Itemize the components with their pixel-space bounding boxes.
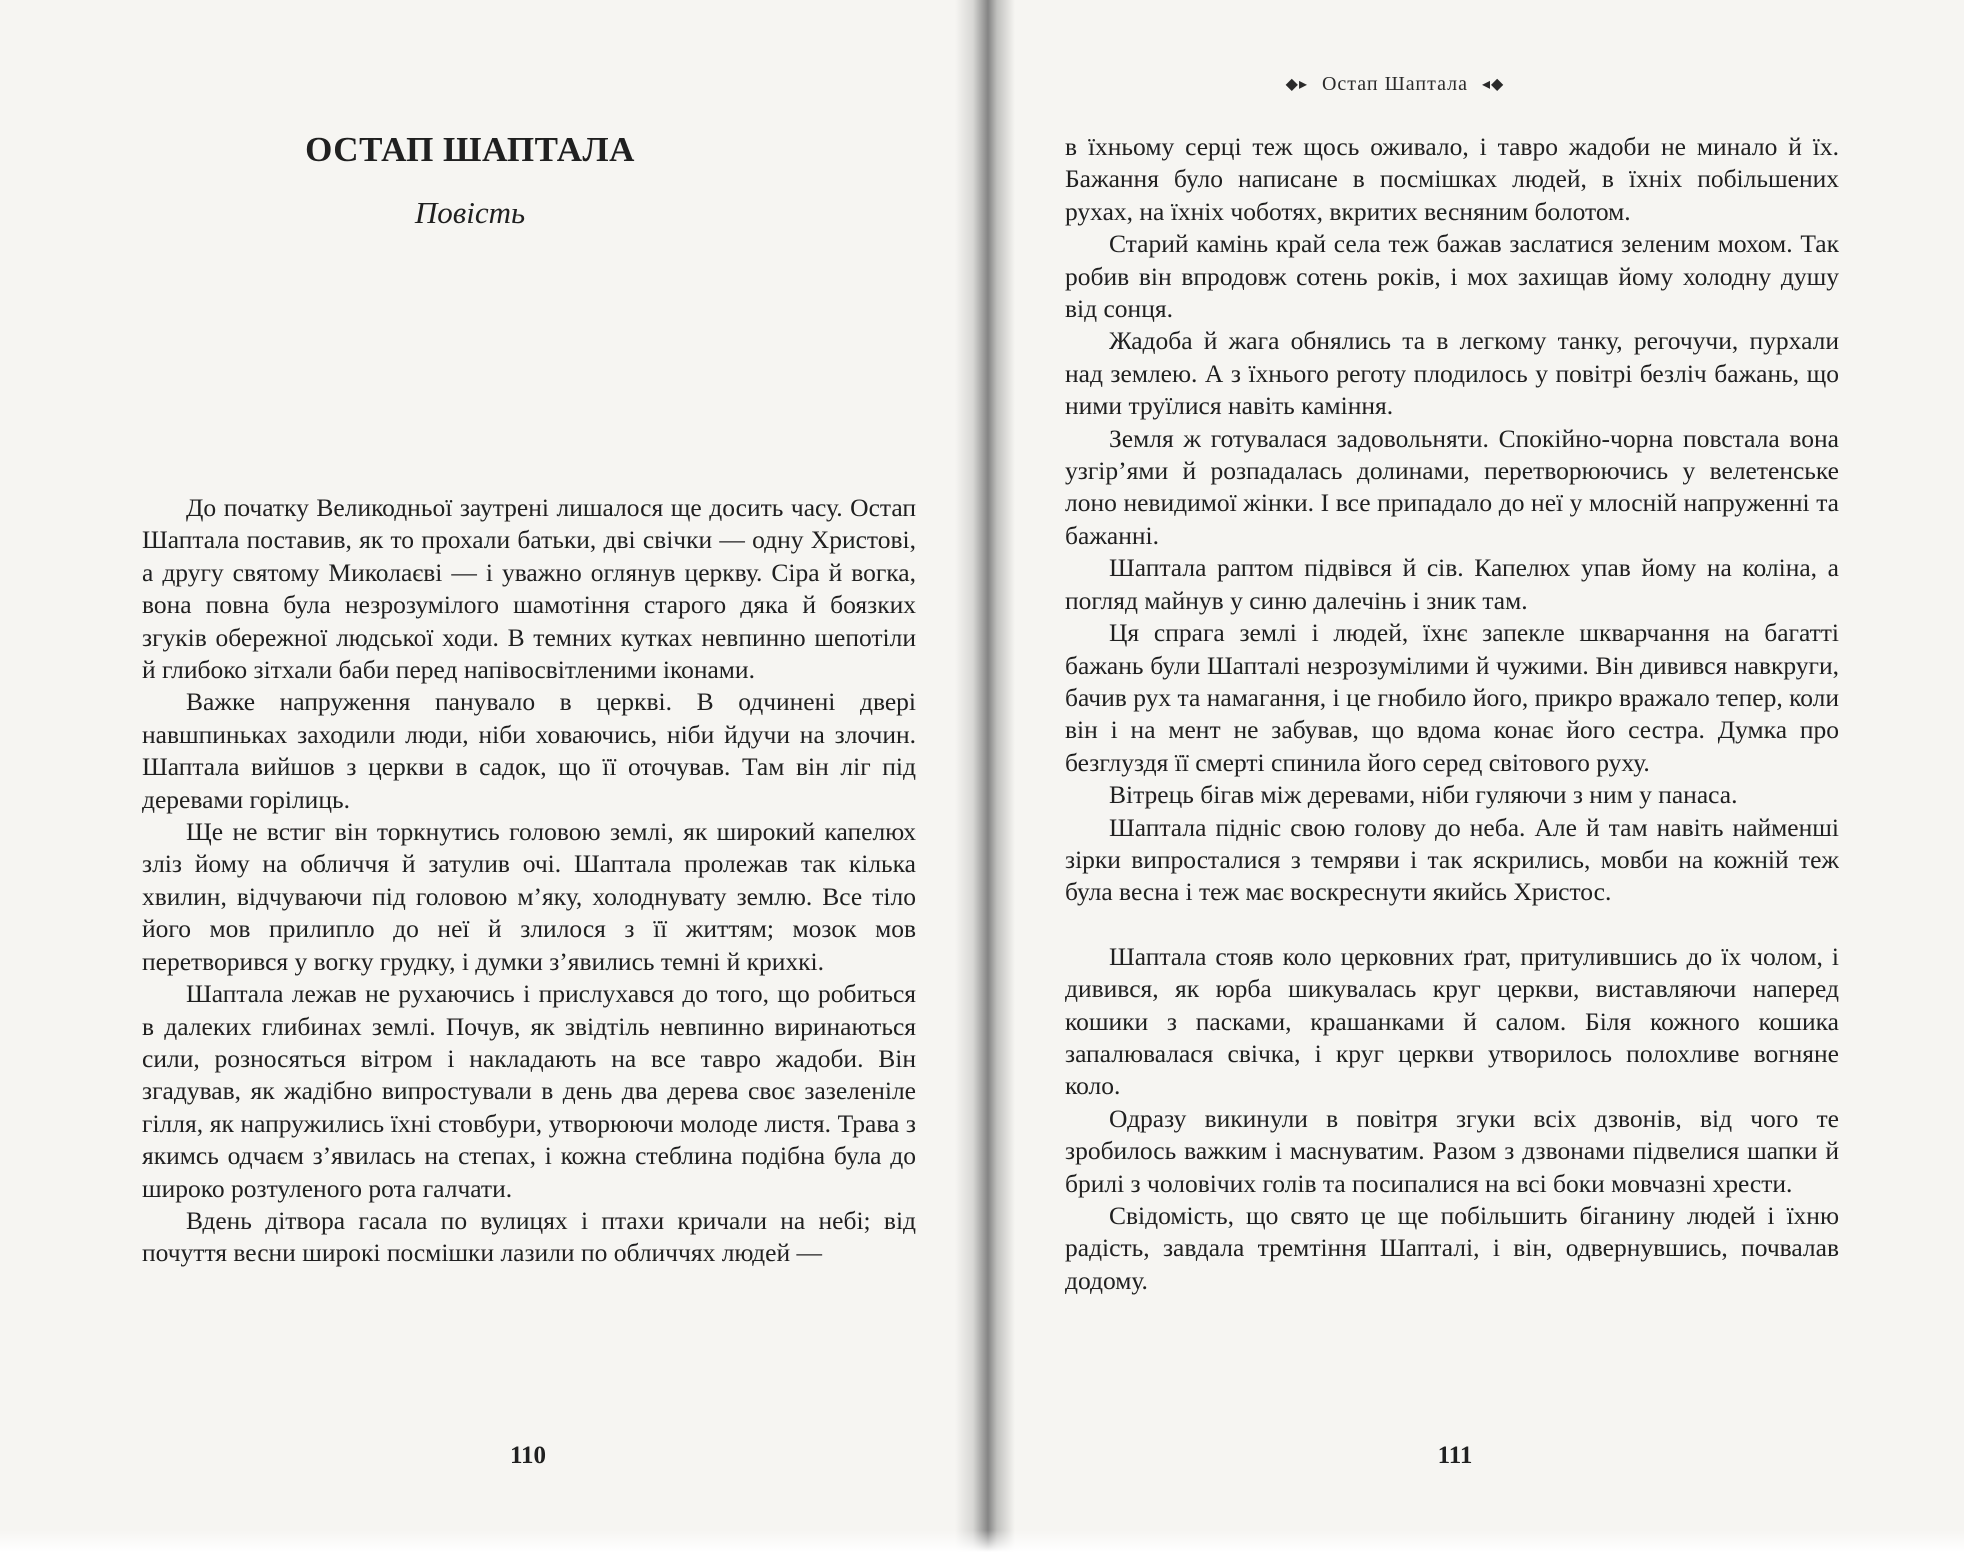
paragraph: Одразу викинули в повітря згуки всіх дзвонів, від чого те зробилось важким і маснуватим. Разом з дзвонами підвелися шапки й брилі з чоловічих голів та посипалися на всі боки мовчазні хрести.: [1065, 1103, 1839, 1198]
ornament-icon: ◆▸: [1285, 76, 1308, 93]
page-bottom-edge: [0, 1530, 1964, 1552]
paragraph: Шаптала стояв коло церковних ґрат, притулившись до їх чолом, і дивився, як юрба шикувалась круг церкви, виставляючи наперед кошики з пасками, крашанками й салом. Біля кожного кошика запалювалася свічка, і круг церкви утворилось полохливе вогняне коло.: [1065, 941, 1839, 1101]
paragraph: Вдень дітвора гасала по вулицях і птахи кричали на небі; від почуття весни широкі посмішки лазили по обличчях людей —: [142, 1205, 916, 1268]
running-head: [1265, 73, 1525, 96]
paragraph: Шаптала раптом підвівся й сів. Капелюх упав йому на коліна, а погляд майнув у синю далечінь і зник там.: [1065, 553, 1839, 615]
paragraph: Свідомість, що свято це ще побільшить біганину людей і їхню радість, завдала тремтіння Шапталі, і він, одвернувшись, почвалав додому.: [1065, 1201, 1839, 1295]
paragraph: До початку Великодньої заутрені лишалося ще досить часу. Остап Шаптала поставив, як то прохали батьки, дві свічки — одну Христові, а другу святому Миколаєві — і уважно оглянув церкву. Сіра й вогка, вона повна була незрозумілого шамотіння старого дяка й боязких згуків обережної людської ходи. В темних кутках невпинно шепотіли й глибоко зітхали баби перед напівосвітленими іконами.: [142, 493, 916, 685]
chapter-subtitle: Повість: [414, 195, 526, 230]
book-gutter: [955, 0, 1015, 1552]
paragraph: Ця спрага землі і людей, їхнє запекле шкварчання на багатті бажань були Шапталі незрозумілими й чужими. Він дивився навкруги, бачив рух та намагання, і це гнобило його, прикро вражало тепер, коли він і на мент не забував, що вдома конає його сестра. Думка про безглуздя її смерті спинила його серед світового руху.: [1065, 618, 1839, 777]
paragraph: Шаптала підніс свою голову до неба. Але й там навіть найменші зірки випросталися з темряви і так яскрились, мовби на кожній теж була весна і теж має воскреснути якийсь Христос.: [1065, 812, 1839, 907]
paragraph: Вітрець бігав між деревами, ніби гуляючи з ним у панаса.: [1109, 780, 1738, 810]
right-body-text: [1065, 131, 1839, 1297]
chapter-title: ОСТАП ШАПТАЛА: [305, 130, 635, 169]
page-number: 111: [1437, 1442, 1473, 1469]
paragraph: Земля ж готувалася задовольняти. Спокійно-чорна повстала вона узгір’ями й розпадалась долинами, перетворюючись у велетенське лоно невидимої жінки. І все припадало до неї у млосній напруженні та бажанні.: [1065, 423, 1839, 550]
paragraph: Старий камінь край села теж бажав заслатися зеленим мохом. Так робив він впродовж сотень років, і мох захищав йому холодну душу від сонця.: [1065, 229, 1839, 324]
section-break: [1065, 909, 1839, 941]
running-head-text: Остап Шаптала: [1321, 73, 1468, 95]
right-page: [982, 0, 1964, 1552]
ornament-icon: ◂◆: [1482, 76, 1505, 93]
page-number: 110: [509, 1442, 547, 1469]
paragraph: Ще не встиг він торкнутись головою землі, як широкий капелюх зліз йому на обличчя й затулив очі. Шаптала пролежав так кілька хвилин, відчуваючи під головою м’яку, холоднувату землю. Все тіло його мов прилипло до неї й злилося з її життям; мозок мов перетворився у вогку грудку, і думки з’явились темні й крихкі.: [142, 817, 916, 976]
left-body-text: [142, 492, 916, 1270]
paragraph: Важке напруження панувало в церкві. В одчинені двері навшпиньках заходили люди, ніби ховаючись, ніби йдучи на злочин. Шаптала вийшов з церкви в садок, що її оточував. Там він ліг під деревами горілиць.: [142, 687, 916, 814]
paragraph: в їхньому серці теж щось оживало, і тавро жадоби не минало й їх. Бажання було написане в посмішках людей, в їхніх побільшених рухах, на їхніх чоботях, вкритих весняним болотом.: [1065, 132, 1839, 226]
paragraph: Шаптала лежав не рухаючись і прислухався до того, що робиться в далеких глибинах землі. Почув, як звідтіль невпинно виринаються сили, розносяться вітром і накладають на все тавро жадоби. Він згадував, як жадібно випростували в день два дерева своє зазеленіле гілля, як напружились їхні стовбури, утворюючи молоде листя. Трава з якимсь одчаєм з’явилась на степах, і кожна стеблина подібна була до широко розтуленого рота галчати.: [142, 979, 916, 1203]
paragraph: Жадоба й жага обнялись та в легкому танку, регочучи, пурхали над землею. А з їхнього реготу плодилось у повітрі безліч бажань, що ними труїлися навіть каміння.: [1065, 326, 1839, 421]
